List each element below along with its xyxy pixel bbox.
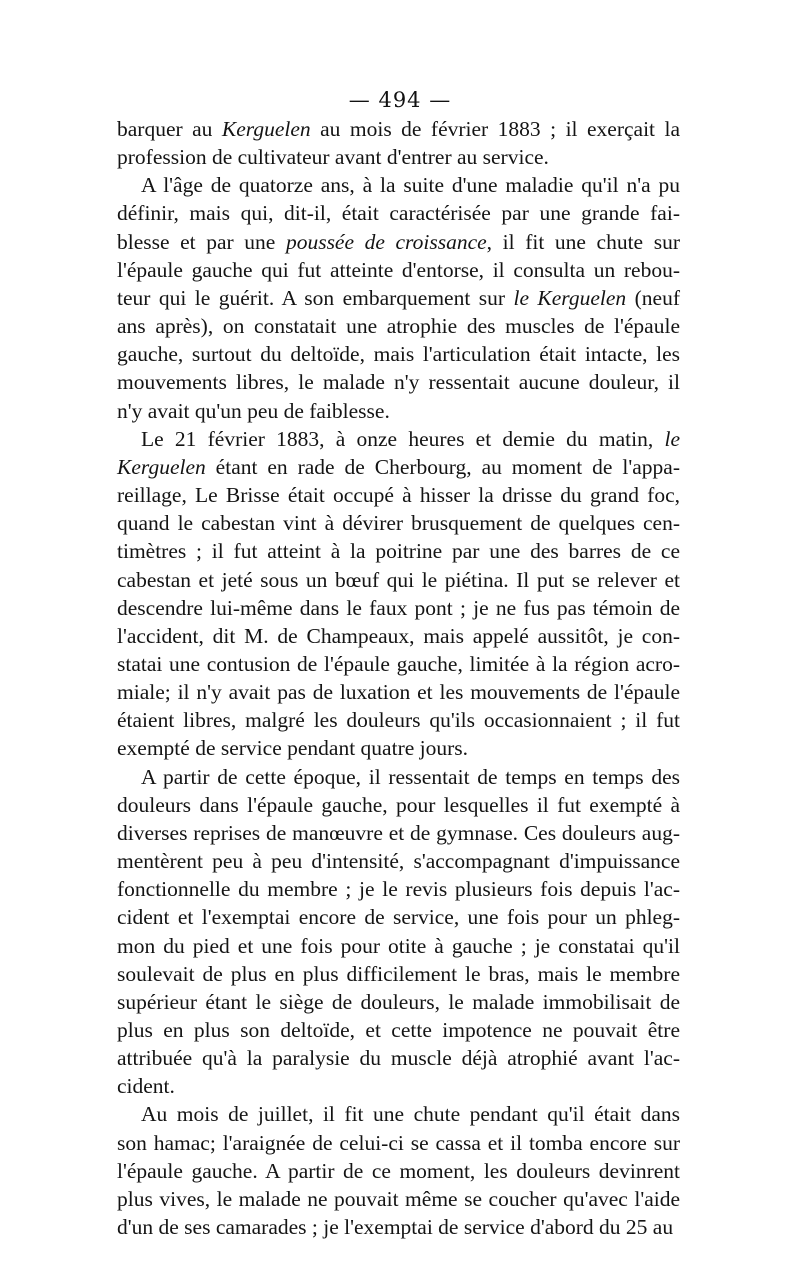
text-line: [117, 1213, 680, 1241]
text-segment: l'accident, dit M. de Champeaux, mais appelé aussitôt, je con-: [117, 623, 680, 648]
text-line: [117, 143, 680, 171]
text-segment: attribuée qu'à la paralysie du muscle déjà atrophié avant l'ac-: [117, 1046, 680, 1071]
text-line: [117, 678, 680, 706]
text-line: [117, 875, 680, 903]
text-segment: l'épaule gauche. A partir de ce moment, les douleurs devinrent: [117, 1158, 680, 1183]
italic-segment: Kerguelen: [117, 454, 206, 479]
text-line: [117, 340, 680, 368]
text-line: [117, 171, 680, 199]
text-line: [117, 453, 680, 481]
text-line: [117, 734, 680, 762]
text-segment: plus vives, le malade ne pouvait même se coucher qu'avec l'aide: [117, 1186, 680, 1211]
paragraph: [117, 763, 680, 1101]
italic-segment: le: [664, 426, 680, 451]
italic-segment: le Kerguelen: [513, 285, 627, 310]
text-line: [117, 256, 680, 284]
text-segment: cabestan et jeté sous un bœuf qui le piétina. Il put se relever et: [117, 567, 680, 592]
text-segment: fonctionnelle du membre ; je le revis plusieurs fois depuis l'ac-: [117, 877, 680, 902]
text-segment: supérieur étant le siège de douleurs, le malade immobilisait de: [117, 989, 680, 1014]
text-segment: définir, mais qui, dit-il, était caractérisée par une grande fai-: [117, 201, 680, 226]
text-segment: soulevait de plus en plus difficilement le bras, mais le membre: [117, 961, 680, 986]
text-segment: mentèrent peu à peu d'intensité, s'accompagnant d'impuissance: [117, 849, 680, 874]
text-line: [117, 509, 680, 537]
text-line: [117, 397, 680, 425]
text-segment: l'épaule gauche qui fut atteinte d'entorse, il consulta un rebou-: [117, 257, 680, 282]
text-line: [117, 847, 680, 875]
text-line: [117, 622, 680, 650]
text-segment: étaient libres, malgré les douleurs qu'ils occasionnaient ; il fut: [117, 708, 680, 733]
text-segment: Le 21 février 1883, à onze heures et demie du matin,: [141, 426, 665, 451]
text-segment: miale; il n'y avait pas de luxation et les mouvements de l'épaule: [117, 680, 680, 705]
text-segment: gauche, surtout du deltoïde, mais l'articulation était intacte, les: [117, 342, 680, 367]
text-segment: étant en rade de Cherbourg, au moment de l'appa-: [205, 454, 680, 479]
text-line: [117, 425, 680, 453]
text-segment: ans après), on constatait une atrophie des muscles de l'épaule: [117, 314, 680, 339]
text-line: [117, 368, 680, 396]
text-line: [117, 791, 680, 819]
paragraph: [117, 171, 680, 424]
text-segment: reillage, Le Brisse était occupé à hisser la drisse du grand foc,: [117, 483, 680, 508]
text-line: [117, 284, 680, 312]
italic-segment: poussée de croissance: [285, 229, 487, 254]
text-line: [117, 1072, 680, 1100]
text-segment: exempté de service pendant quatre jours.: [117, 736, 469, 761]
text-line: [117, 566, 680, 594]
text-line: [117, 960, 680, 988]
paragraph: [117, 1100, 680, 1241]
text-segment: plus en plus son deltoïde, et cette impotence ne pouvait être: [117, 1018, 680, 1042]
text-segment: blesse et par une: [117, 229, 286, 254]
text-segment: diverses reprises de manœuvre et de gymnase. Ces douleurs aug-: [117, 820, 680, 845]
text-segment: d'un de ses camarades ; je l'exemptai de service d'abord du 25 au: [117, 1215, 674, 1240]
text-segment: au mois de février 1883 ; il exerçait la: [310, 117, 681, 141]
text-segment: mon du pied et une fois pour otite à gauche ; je constatai qu'il: [117, 933, 680, 958]
text-segment: mouvements libres, le malade n'y ressentait aucune douleur, il: [117, 370, 680, 395]
text-line: [117, 594, 680, 622]
text-segment: cident et l'exemptai encore de service, une fois pour un phleg-: [117, 905, 680, 930]
text-line: [117, 1100, 680, 1128]
text-segment: timètres ; il fut atteint à la poitrine par une des barres de ce: [117, 539, 680, 564]
text-segment: cident.: [117, 1074, 175, 1099]
paragraph: [117, 425, 680, 763]
text-segment: douleurs dans l'épaule gauche, pour lesquelles il fut exempté à: [117, 792, 680, 817]
text-line: [117, 312, 680, 340]
text-line: [117, 537, 680, 565]
text-line: [117, 763, 680, 791]
text-segment: , il fit une chute sur: [486, 229, 680, 254]
text-segment: teur qui le guérit. A son embarquement sur: [117, 285, 514, 310]
text-segment: A partir de cette époque, il ressentait de temps en temps des: [141, 764, 680, 789]
text-line: [117, 228, 680, 256]
text-line: [117, 650, 680, 678]
text-line: [117, 1016, 680, 1044]
text-line: [117, 199, 680, 227]
italic-segment: Kerguelen: [221, 117, 311, 141]
text-line: [117, 988, 680, 1016]
text-line: [117, 115, 680, 143]
page-number: — 494 —: [348, 88, 452, 112]
text-line: [117, 903, 680, 931]
text-segment: profession de cultivateur avant d'entrer au service.: [117, 145, 549, 170]
text-segment: (neuf: [626, 285, 680, 310]
text-line: [117, 1044, 680, 1072]
text-segment: A l'âge de quatorze ans, à la suite d'une maladie qu'il n'a pu: [141, 173, 680, 198]
text-line: [117, 706, 680, 734]
text-line: [117, 481, 680, 509]
text-line: [117, 1129, 680, 1157]
text-line: [117, 1157, 680, 1185]
body-text: [117, 115, 680, 1241]
text-line: [117, 1185, 680, 1213]
text-segment: Au mois de juillet, il fit une chute pendant qu'il était dans: [141, 1102, 680, 1127]
text-segment: barquer au: [117, 117, 222, 141]
text-segment: statai une contusion de l'épaule gauche, limitée à la région acro-: [117, 651, 680, 676]
text-segment: n'y avait qu'un peu de faiblesse.: [117, 398, 390, 423]
text-segment: descendre lui-même dans le faux pont ; je ne fus pas témoin de: [117, 595, 680, 620]
text-line: [117, 932, 680, 960]
text-segment: son hamac; l'araignée de celui-ci se cassa et il tomba encore sur: [117, 1130, 680, 1155]
text-line: [117, 819, 680, 847]
text-segment: quand le cabestan vint à dévirer brusquement de quelques cen-: [117, 511, 680, 536]
paragraph: [117, 115, 680, 171]
